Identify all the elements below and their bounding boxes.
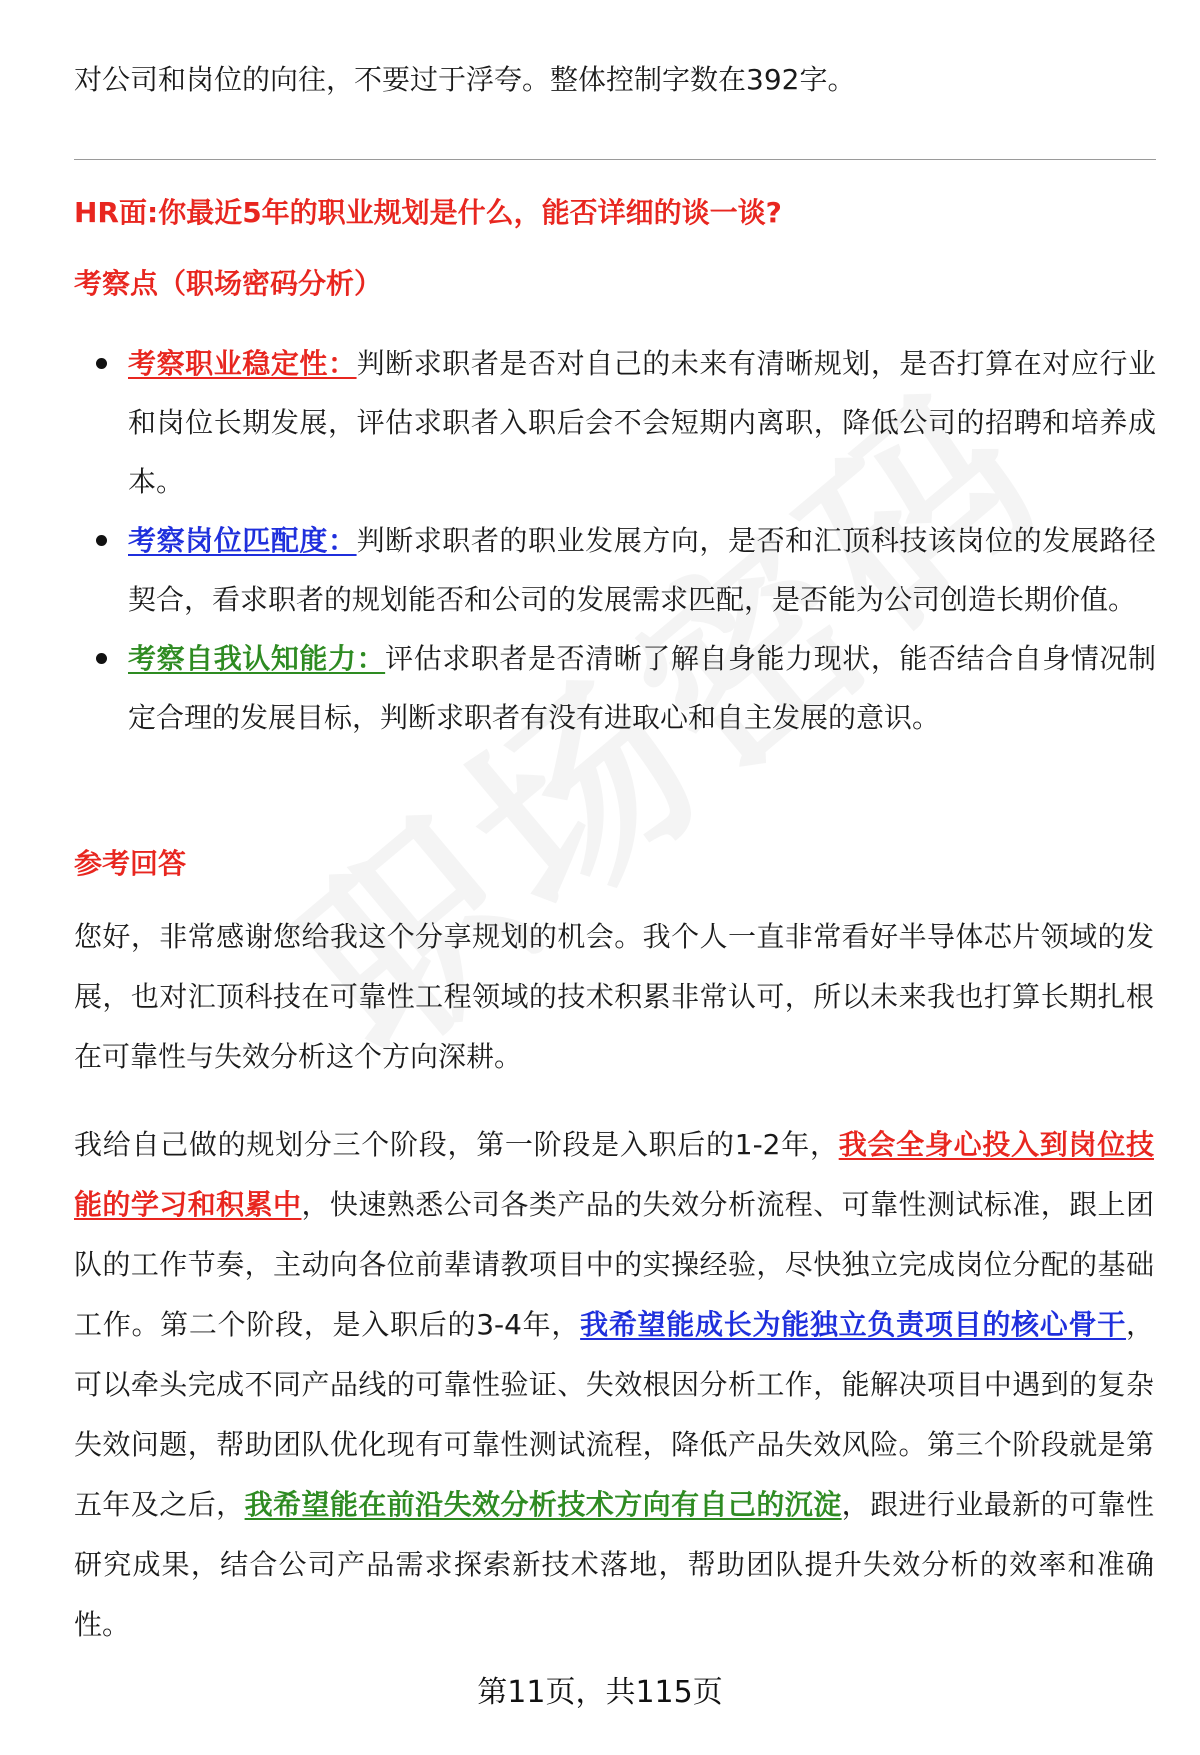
- bullet-dot-icon: [96, 358, 107, 369]
- answer-text: 我给自己做的规划分三个阶段，第一阶段是入职后的1-2年，: [74, 1128, 839, 1161]
- points-list: [74, 334, 1156, 747]
- point-text: 评估求职者是否清晰了解自身能力现状，能否结合自身情况制定合理的发展目标，判断求职者有没有进取心和自主发展的意识。: [128, 642, 1156, 734]
- highlight-stage-2: 我希望能成长为能独立负责项目的核心骨干: [580, 1308, 1126, 1341]
- list-item: [74, 511, 1156, 629]
- answer-heading: 参考回答: [74, 847, 187, 880]
- intro-tail-paragraph: 对公司和岗位的向往，不要过于浮夸。整体控制字数在392字。: [74, 63, 856, 96]
- answer-text: ，跟进行业最新的可靠性研究成果，结合公司产品需求探索新技术落地，帮助团队提升失效分析的效率和准确性。: [74, 1488, 1154, 1641]
- point-keyword: 考察岗位匹配度：: [128, 524, 357, 557]
- point-keyword: 考察自我认知能力：: [128, 642, 386, 675]
- list-item: [74, 629, 1156, 747]
- answer-paragraph-1: 您好，非常感谢您给我这个分享规划的机会。我个人一直非常看好半导体芯片领域的发展，也对汇顶科技在可靠性工程领域的技术积累非常认可，所以未来我也打算长期扎根在可靠性与失效分析这个方向深耕。: [74, 920, 1154, 1073]
- point-text: 判断求职者是否对自己的未来有清晰规划，是否打算在对应行业和岗位长期发展，评估求职者入职后会不会短期内离职，降低公司的招聘和培养成本。: [128, 347, 1156, 498]
- list-item: [74, 334, 1156, 511]
- point-text: 判断求职者的职业发展方向，是否和汇顶科技该岗位的发展路径契合，看求职者的规划能否和公司的发展需求匹配，是否能为公司创造长期价值。: [128, 524, 1156, 616]
- point-keyword: 考察职业稳定性：: [128, 347, 357, 380]
- answer-text: ，快速熟悉公司各类产品的失效分析流程、可靠性测试标准，跟上团队的工作节奏，主动向各位前辈请教项目中的实操经验，尽快独立完成岗位分配的基础工作。第二个阶段，是入职后的3-4年，: [74, 1188, 1154, 1341]
- bullet-dot-icon: [96, 653, 107, 664]
- highlight-stage-3: 我希望能在前沿失效分析技术方向有自己的沉淀: [244, 1488, 842, 1521]
- points-heading: 考察点（职场密码分析）: [74, 267, 383, 300]
- answer-text: ，可以牵头完成不同产品线的可靠性验证、失效根因分析工作，能解决项目中遇到的复杂失效问题，帮助团队优化现有可靠性测试流程，降低产品失效风险。第三个阶段就是第五年及之后，: [74, 1308, 1154, 1521]
- page-number: 第11页，共115页: [477, 1675, 723, 1710]
- answer-paragraph-2: [74, 1115, 1154, 1655]
- section-divider: [74, 159, 1156, 160]
- highlight-stage-1: 我会全身心投入到岗位技能的学习和积累中: [74, 1128, 1154, 1221]
- bullet-dot-icon: [96, 535, 107, 546]
- question-heading: HR面:你最近5年的职业规划是什么，能否详细的谈一谈?: [74, 196, 782, 229]
